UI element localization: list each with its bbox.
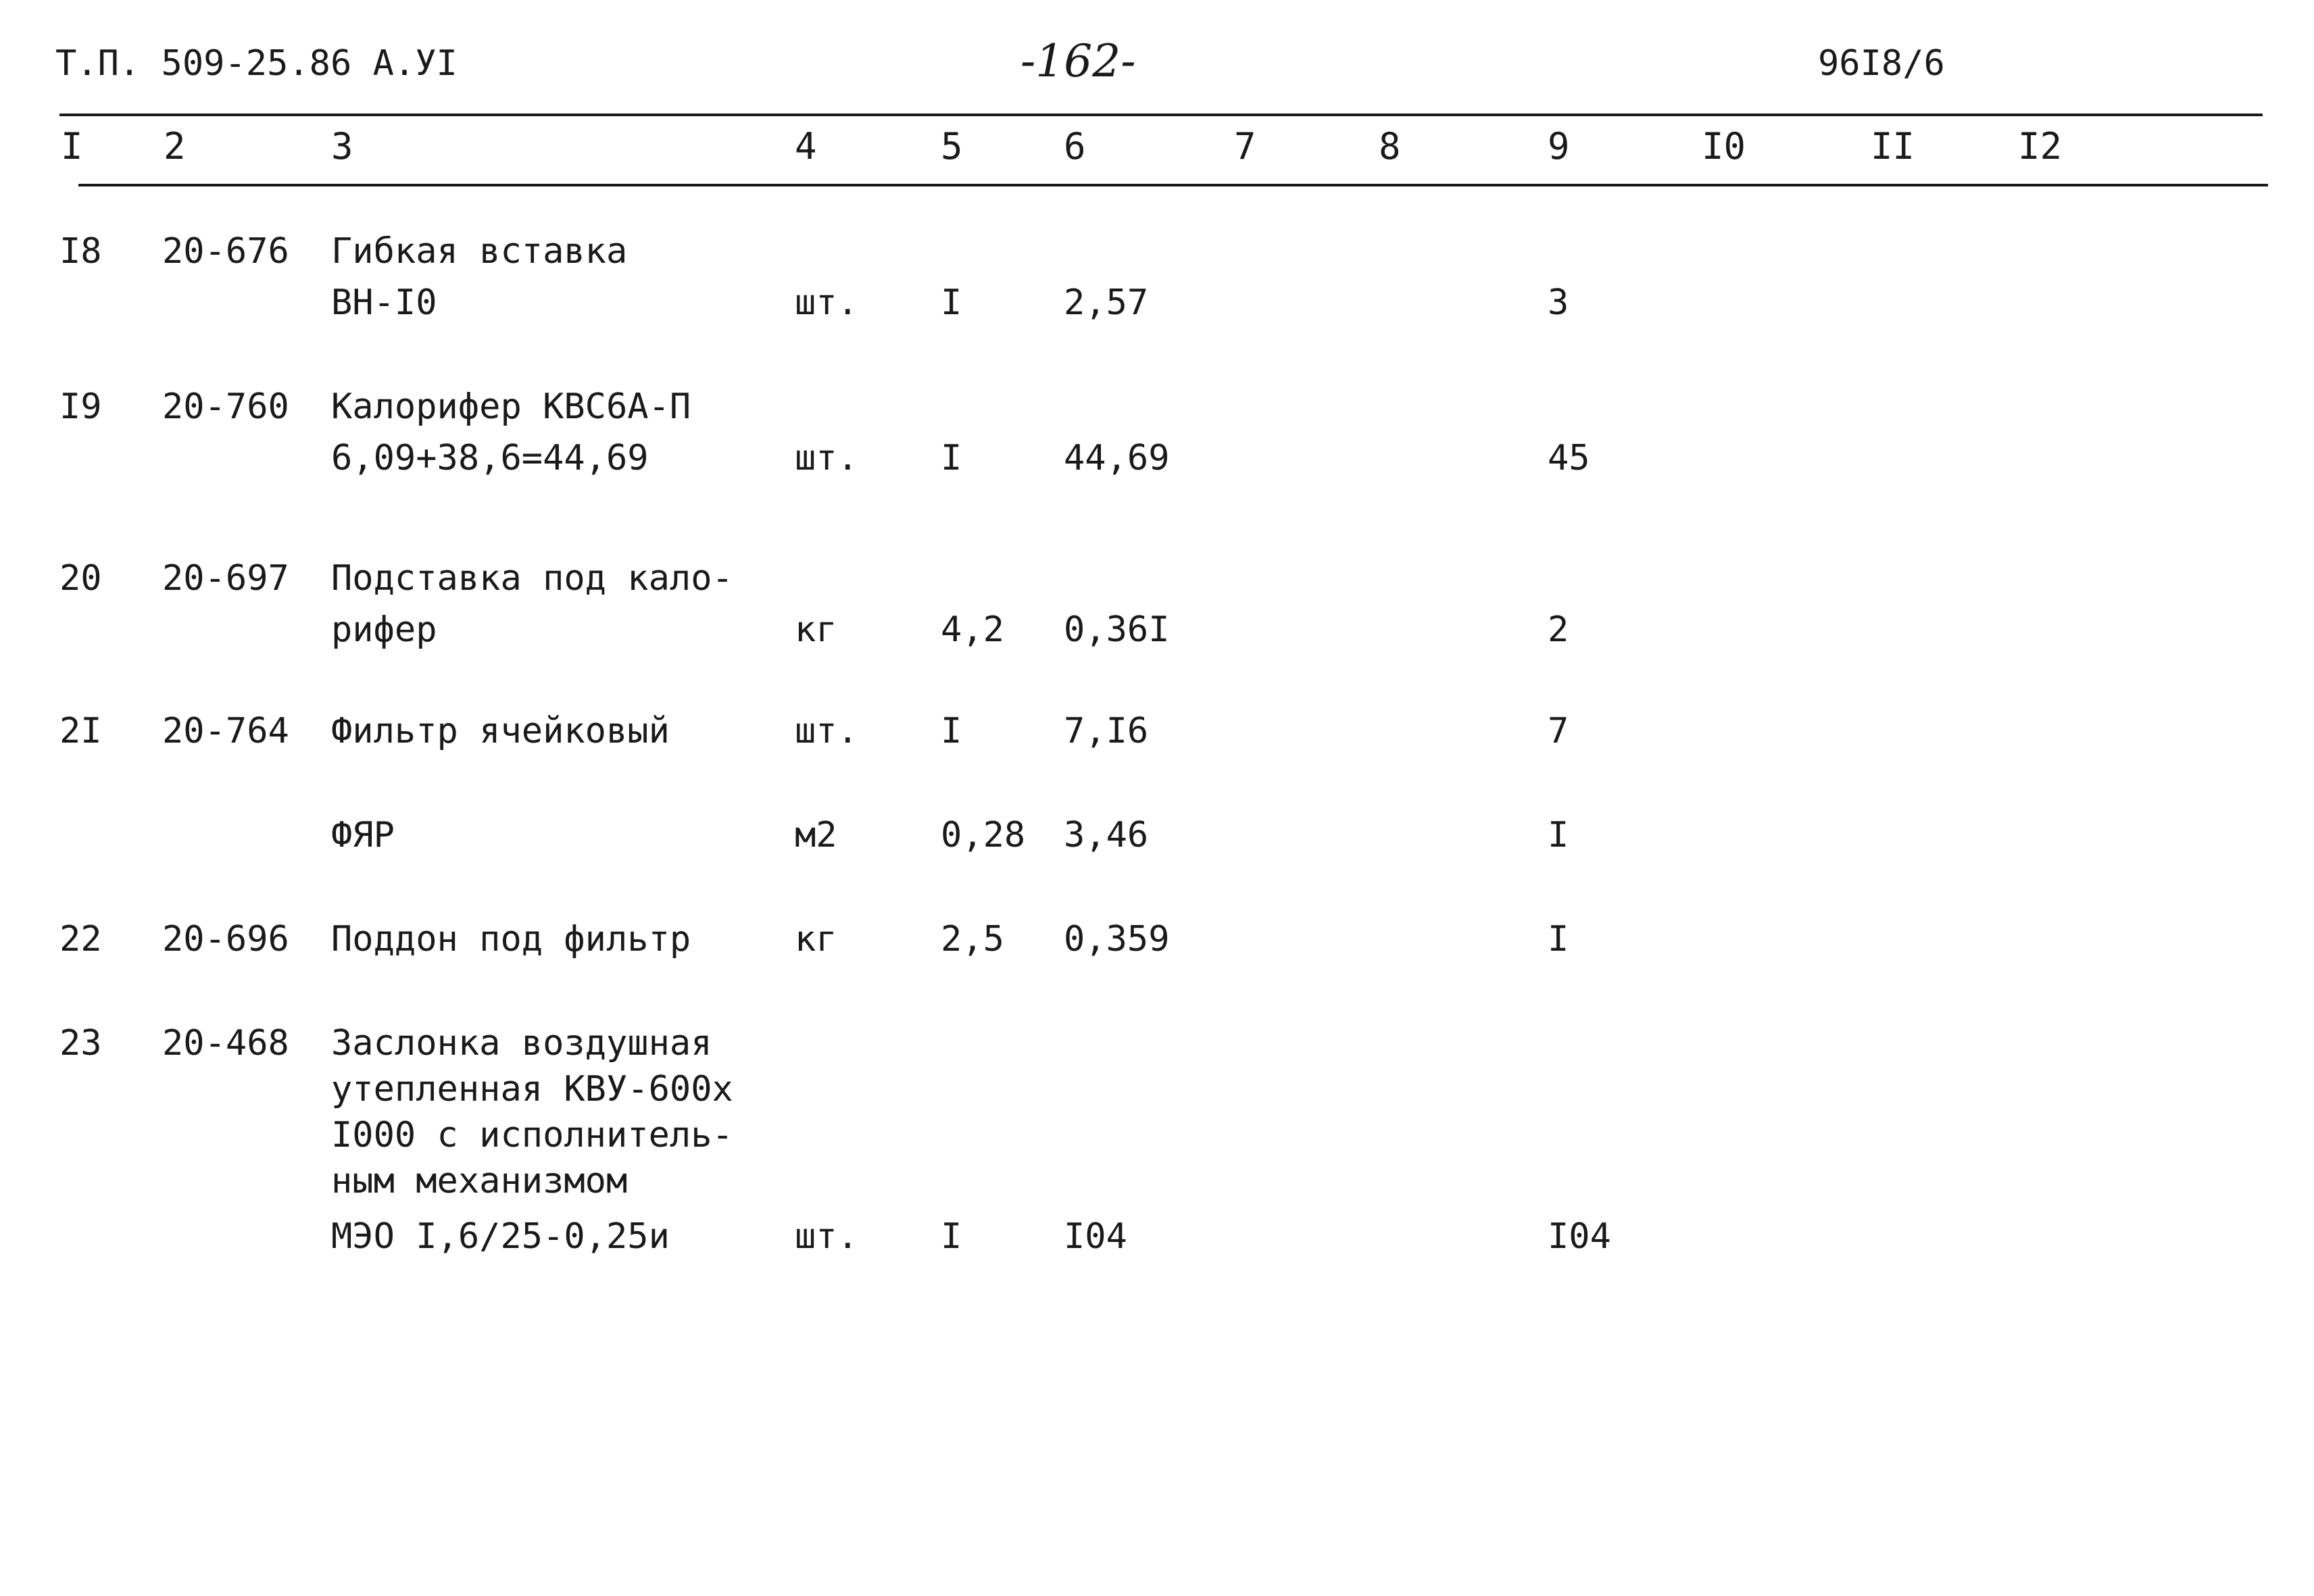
item-name-line: МЭО I,6/25-0,25и: [331, 1216, 670, 1257]
unit-weight: 44,69: [1064, 438, 1170, 478]
top-rule: [59, 114, 2263, 116]
column-header: 2: [164, 125, 186, 168]
item-code: 20-468: [162, 1023, 289, 1064]
item-code: 20-676: [162, 231, 289, 272]
item-name-line: ным механизмом: [331, 1161, 628, 1201]
unit-weight: 3,46: [1064, 815, 1149, 855]
item-code: 20-696: [162, 919, 289, 959]
row-number: 20: [59, 558, 102, 599]
item-name-line: Заслонка воздушная: [331, 1023, 712, 1064]
unit: кг: [795, 919, 837, 959]
quantity: I: [941, 438, 962, 478]
column-header: I: [61, 125, 83, 168]
item-code: 20-764: [162, 711, 289, 751]
unit-weight: 7,I6: [1064, 711, 1149, 751]
page-number: -162-: [1020, 35, 1136, 87]
item-name-line: ФЯР: [331, 815, 395, 855]
column-header: 6: [1064, 125, 1086, 168]
total: 45: [1548, 438, 1590, 478]
quantity: 4,2: [941, 609, 1004, 650]
column-header: 8: [1379, 125, 1401, 168]
row-number: 23: [59, 1023, 102, 1064]
unit-weight: 0,36I: [1064, 609, 1170, 650]
item-name-line: утепленная КВУ-600х: [331, 1069, 733, 1109]
row-number: 2I: [59, 711, 102, 751]
item-code: 20-697: [162, 558, 289, 599]
item-name-line: Поддон под фильтр: [331, 919, 691, 959]
item-name-line: I000 с исполнитель-: [331, 1115, 733, 1155]
column-header: 3: [331, 125, 353, 168]
total: I: [1548, 919, 1569, 959]
item-name-line: Калорифер КВС6А-П: [331, 386, 691, 427]
doc-code: Т.П. 509-25.86 А.УI: [55, 43, 458, 84]
column-header: 9: [1548, 125, 1570, 168]
quantity: 0,28: [941, 815, 1026, 855]
total: 2: [1548, 609, 1569, 650]
row-number: 22: [59, 919, 102, 959]
column-header: I2: [2018, 125, 2063, 168]
unit-weight: 0,359: [1064, 919, 1170, 959]
unit: шт.: [795, 438, 858, 478]
total: I: [1548, 815, 1569, 855]
quantity: I: [941, 282, 962, 323]
header-bottom-rule: [78, 184, 2268, 186]
column-header: 7: [1234, 125, 1256, 168]
unit: кг: [795, 609, 837, 650]
item-name-line: рифер: [331, 609, 437, 650]
sheet-code: 96I8/6: [1818, 43, 1945, 84]
quantity: I: [941, 711, 962, 751]
column-header: II: [1871, 125, 1915, 168]
item-code: 20-760: [162, 386, 289, 427]
quantity: 2,5: [941, 919, 1004, 959]
unit: м2: [795, 815, 837, 855]
total: I04: [1548, 1216, 1611, 1257]
column-header: 5: [941, 125, 963, 168]
row-number: I8: [59, 231, 102, 272]
item-name-line: Подставка под кало-: [331, 558, 733, 599]
item-name-line: Фильтр ячейковый: [331, 711, 670, 751]
item-name-line: 6,09+38,6=44,69: [331, 438, 649, 478]
unit: шт.: [795, 282, 858, 323]
total: 3: [1548, 282, 1569, 323]
column-header: 4: [795, 125, 817, 168]
column-header: I0: [1702, 125, 1746, 168]
quantity: I: [941, 1216, 962, 1257]
unit-weight: 2,57: [1064, 282, 1149, 323]
item-name-line: ВН-I0: [331, 282, 437, 323]
item-name-line: Гибкая вставка: [331, 231, 628, 272]
unit-weight: I04: [1064, 1216, 1127, 1257]
unit: шт.: [795, 711, 858, 751]
row-number: I9: [59, 386, 102, 427]
unit: шт.: [795, 1216, 858, 1257]
total: 7: [1548, 711, 1569, 751]
